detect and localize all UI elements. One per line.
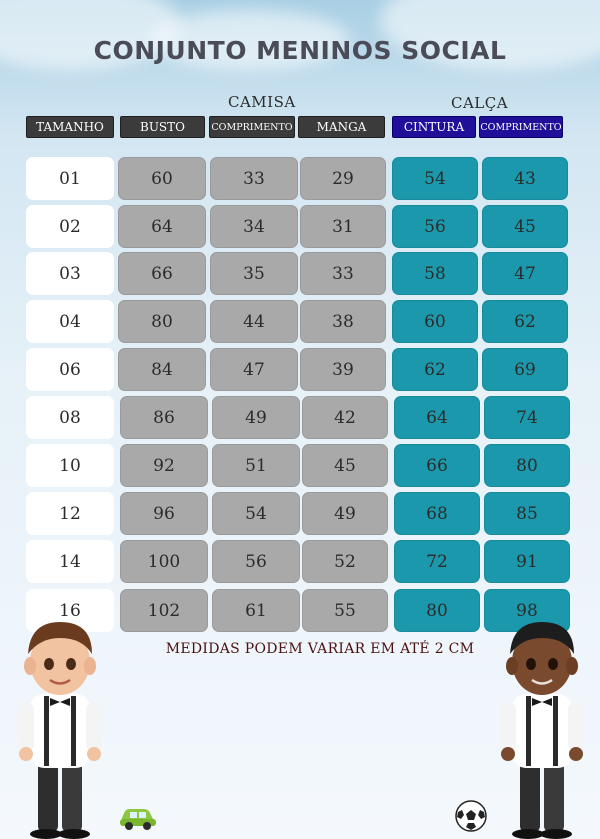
bust-cell: 96 bbox=[120, 492, 208, 535]
page-title: CONJUNTO MENINOS SOCIAL bbox=[93, 36, 507, 65]
sleeve-cell: 33 bbox=[300, 252, 386, 295]
shirt-length-cell: 44 bbox=[210, 300, 298, 343]
sleeve-cell: 45 bbox=[302, 444, 388, 487]
waist-cell: 54 bbox=[392, 157, 478, 200]
pants-length-cell: 45 bbox=[482, 205, 568, 248]
pants-length-cell: 69 bbox=[482, 348, 568, 391]
boy-right-illustration bbox=[490, 612, 594, 839]
pants-length-cell: 85 bbox=[484, 492, 570, 535]
shirt-length-cell: 56 bbox=[212, 540, 300, 583]
sleeve-cell: 38 bbox=[300, 300, 386, 343]
sleeve-cell: 49 bbox=[302, 492, 388, 535]
bust-cell: 66 bbox=[118, 252, 206, 295]
sleeve-cell: 42 bbox=[302, 396, 388, 439]
waist-cell: 68 bbox=[394, 492, 480, 535]
header-waist: CINTURA bbox=[392, 116, 476, 138]
size-cell: 12 bbox=[26, 492, 114, 535]
sleeve-cell: 39 bbox=[300, 348, 386, 391]
pants-length-cell: 47 bbox=[482, 252, 568, 295]
shirt-length-cell: 33 bbox=[210, 157, 298, 200]
waist-cell: 58 bbox=[392, 252, 478, 295]
sleeve-cell: 31 bbox=[300, 205, 386, 248]
size-cell: 08 bbox=[26, 396, 114, 439]
shirt-length-cell: 51 bbox=[212, 444, 300, 487]
waist-cell: 80 bbox=[394, 589, 480, 632]
size-cell: 04 bbox=[26, 300, 114, 343]
size-cell: 06 bbox=[26, 348, 114, 391]
size-cell: 02 bbox=[26, 205, 114, 248]
bust-cell: 92 bbox=[120, 444, 208, 487]
shirt-length-cell: 61 bbox=[212, 589, 300, 632]
shirt-length-cell: 34 bbox=[210, 205, 298, 248]
bust-cell: 60 bbox=[118, 157, 206, 200]
bust-cell: 100 bbox=[120, 540, 208, 583]
measurement-note: MEDIDAS PODEM VARIAR EM ATÉ 2 CM bbox=[165, 641, 475, 657]
header-pants-length: COMPRIMENTO bbox=[479, 116, 563, 138]
bust-cell: 80 bbox=[118, 300, 206, 343]
pants-length-cell: 98 bbox=[484, 589, 570, 632]
header-sleeve: MANGA bbox=[298, 116, 385, 138]
shirt-length-cell: 47 bbox=[210, 348, 298, 391]
header-shirt-length: COMPRIMENTO bbox=[209, 116, 295, 138]
size-cell: 16 bbox=[26, 589, 114, 632]
pants-length-cell: 74 bbox=[484, 396, 570, 439]
size-cell: 14 bbox=[26, 540, 114, 583]
waist-cell: 66 bbox=[394, 444, 480, 487]
size-cell: 01 bbox=[26, 157, 114, 200]
soccer-ball-icon bbox=[455, 800, 487, 832]
header-bust: BUSTO bbox=[120, 116, 205, 138]
waist-cell: 56 bbox=[392, 205, 478, 248]
pants-length-cell: 91 bbox=[484, 540, 570, 583]
shirt-length-cell: 54 bbox=[212, 492, 300, 535]
bust-cell: 64 bbox=[118, 205, 206, 248]
car-icon bbox=[118, 803, 158, 831]
bust-cell: 102 bbox=[120, 589, 208, 632]
header-size: TAMANHO bbox=[26, 116, 114, 138]
size-cell: 10 bbox=[26, 444, 114, 487]
size-cell: 03 bbox=[26, 252, 114, 295]
sleeve-cell: 52 bbox=[302, 540, 388, 583]
waist-cell: 60 bbox=[392, 300, 478, 343]
bust-cell: 86 bbox=[120, 396, 208, 439]
group-label-shirt: CAMISA bbox=[228, 93, 296, 111]
waist-cell: 64 bbox=[394, 396, 480, 439]
shirt-length-cell: 49 bbox=[212, 396, 300, 439]
sleeve-cell: 29 bbox=[300, 157, 386, 200]
shirt-length-cell: 35 bbox=[210, 252, 298, 295]
waist-cell: 72 bbox=[394, 540, 480, 583]
waist-cell: 62 bbox=[392, 348, 478, 391]
boy-left-illustration bbox=[8, 612, 112, 839]
pants-length-cell: 43 bbox=[482, 157, 568, 200]
group-label-pants: CALÇA bbox=[451, 94, 509, 112]
sleeve-cell: 55 bbox=[302, 589, 388, 632]
pants-length-cell: 80 bbox=[484, 444, 570, 487]
pants-length-cell: 62 bbox=[482, 300, 568, 343]
bust-cell: 84 bbox=[118, 348, 206, 391]
